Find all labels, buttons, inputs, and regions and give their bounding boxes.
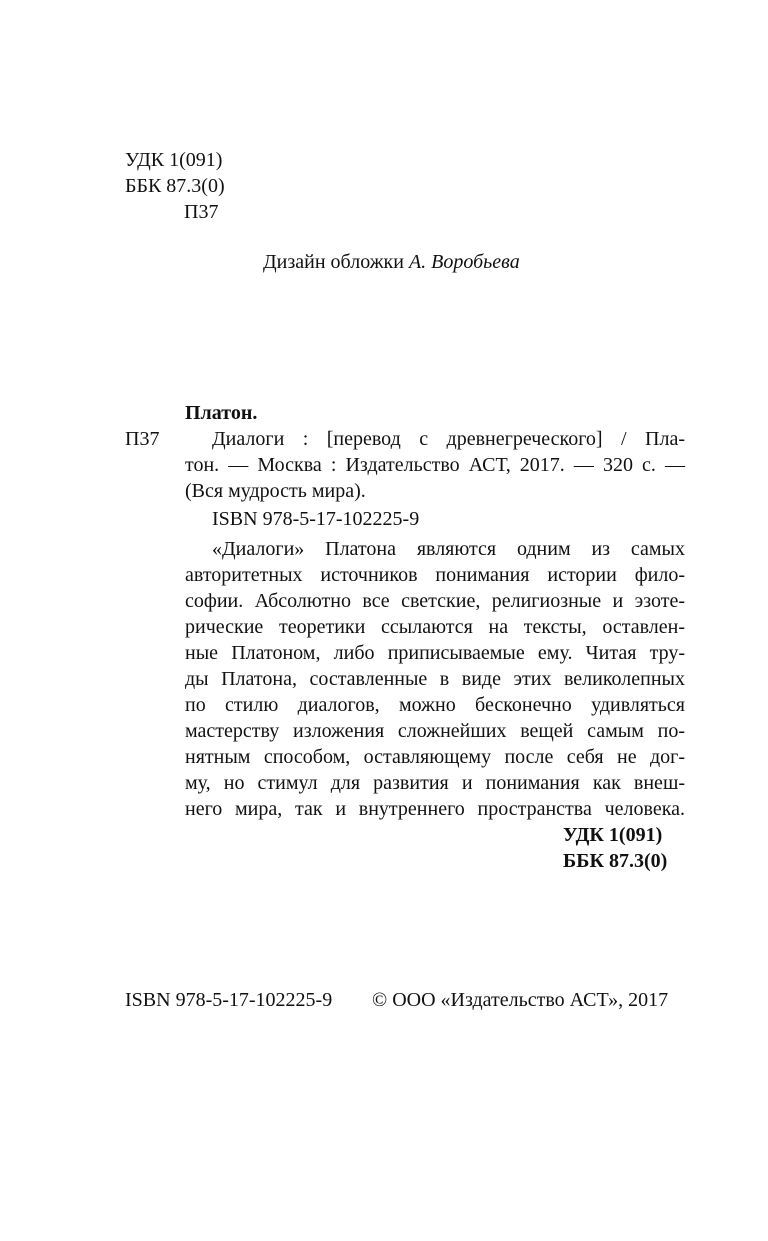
header-udk: УДК 1(091) [125,149,223,171]
annotation-line: ды Платона, составленные в виде этих великолепных [185,668,685,690]
cover-design-label: Дизайн обложки [263,251,409,273]
bibliographic-line-3: (Вся мудрость мира). [185,480,366,502]
footer-copyright: © ООО «Издательство АСТ», 2017 [372,989,669,1011]
header-bbk: ББК 87.3(0) [125,175,225,197]
annotation-line: мастерству изложения сложнейших вещей самым по- [185,720,685,742]
header-author-mark: П37 [184,201,219,223]
annotation-line: авторитетных источников понимания истории фило- [185,564,685,586]
annotation-line: софии. Абсолютно все светские, религиозные и эзоте- [185,590,685,612]
annotation-line: него мира, так и внутреннего пространства человека. [185,798,685,820]
cover-design-credit [263,250,520,274]
annotation-line: рические теоретики ссылаются на тексты, оставлен- [185,616,685,638]
annotation-line: му, но стимул для развития и понимания как внеш- [185,772,685,794]
catalog-bbk: ББК 87.3(0) [563,850,668,872]
footer-isbn: ISBN 978-5-17-102225-9 [125,989,333,1011]
author-heading: Платон. [185,402,258,424]
bibliographic-line-2: тон. — Москва : Издательство АСТ, 2017. — 320 с. — [185,454,685,476]
annotation-line: нятным способом, оставляющему после себя не дог- [185,746,685,768]
catalog-author-mark: П37 [125,428,160,450]
cover-designer-name: А. Воробьева [408,251,520,273]
catalog-isbn: ISBN 978-5-17-102225-9 [212,508,420,530]
bibliographic-line-1: Диалоги : [перевод с древнегреческого] / Пла- [212,428,685,450]
annotation-line: по стилю диалогов, можно бесконечно удивляться [185,694,685,716]
annotation-line: «Диалоги» Платона являются одним из самых [212,538,685,560]
annotation-line: ные Платоном, либо приписываемые ему. Читая тру- [185,642,685,664]
catalog-udk: УДК 1(091) [563,824,663,846]
